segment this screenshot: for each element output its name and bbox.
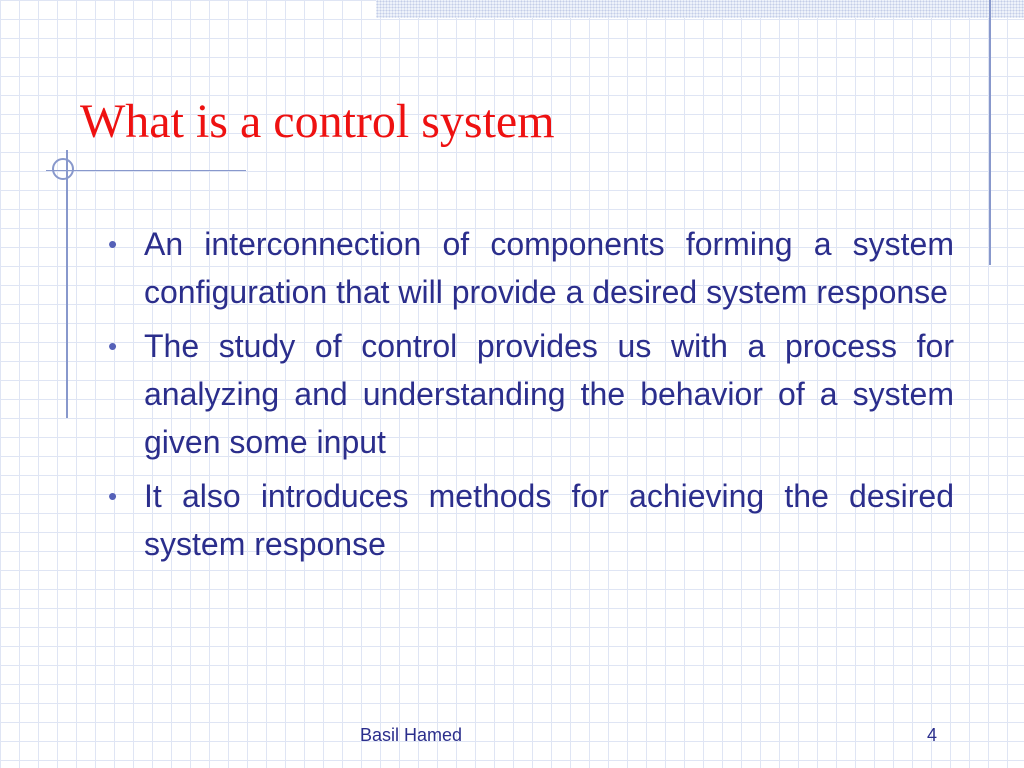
footer-author: Basil Hamed: [360, 725, 463, 745]
bullet-item: [108, 322, 954, 466]
bullet-item: [108, 220, 954, 316]
bullet-marker: •: [108, 481, 118, 511]
bullet-text: The study of control provides us with a process for analyzing and understanding the behavior of a system given some input: [144, 328, 954, 460]
circle-ornament: [52, 158, 74, 180]
slide-title: What is a control system: [80, 95, 555, 148]
bullet-text: An interconnection of components forming a system configuration that will provide a desired system response: [144, 226, 954, 310]
left-vertical-rule: [66, 150, 68, 418]
bullet-text: It also introduces methods for achieving the desired system response: [144, 478, 954, 562]
bullet-item: [108, 472, 954, 568]
corner-pattern-decoration: [376, 0, 1024, 18]
bullet-list: [108, 220, 954, 574]
page-number: 4: [927, 725, 938, 745]
right-vertical-rule: [989, 0, 991, 265]
bullet-marker: •: [108, 229, 118, 259]
bullet-marker: •: [108, 331, 118, 361]
title-underline-rule: [46, 170, 246, 171]
